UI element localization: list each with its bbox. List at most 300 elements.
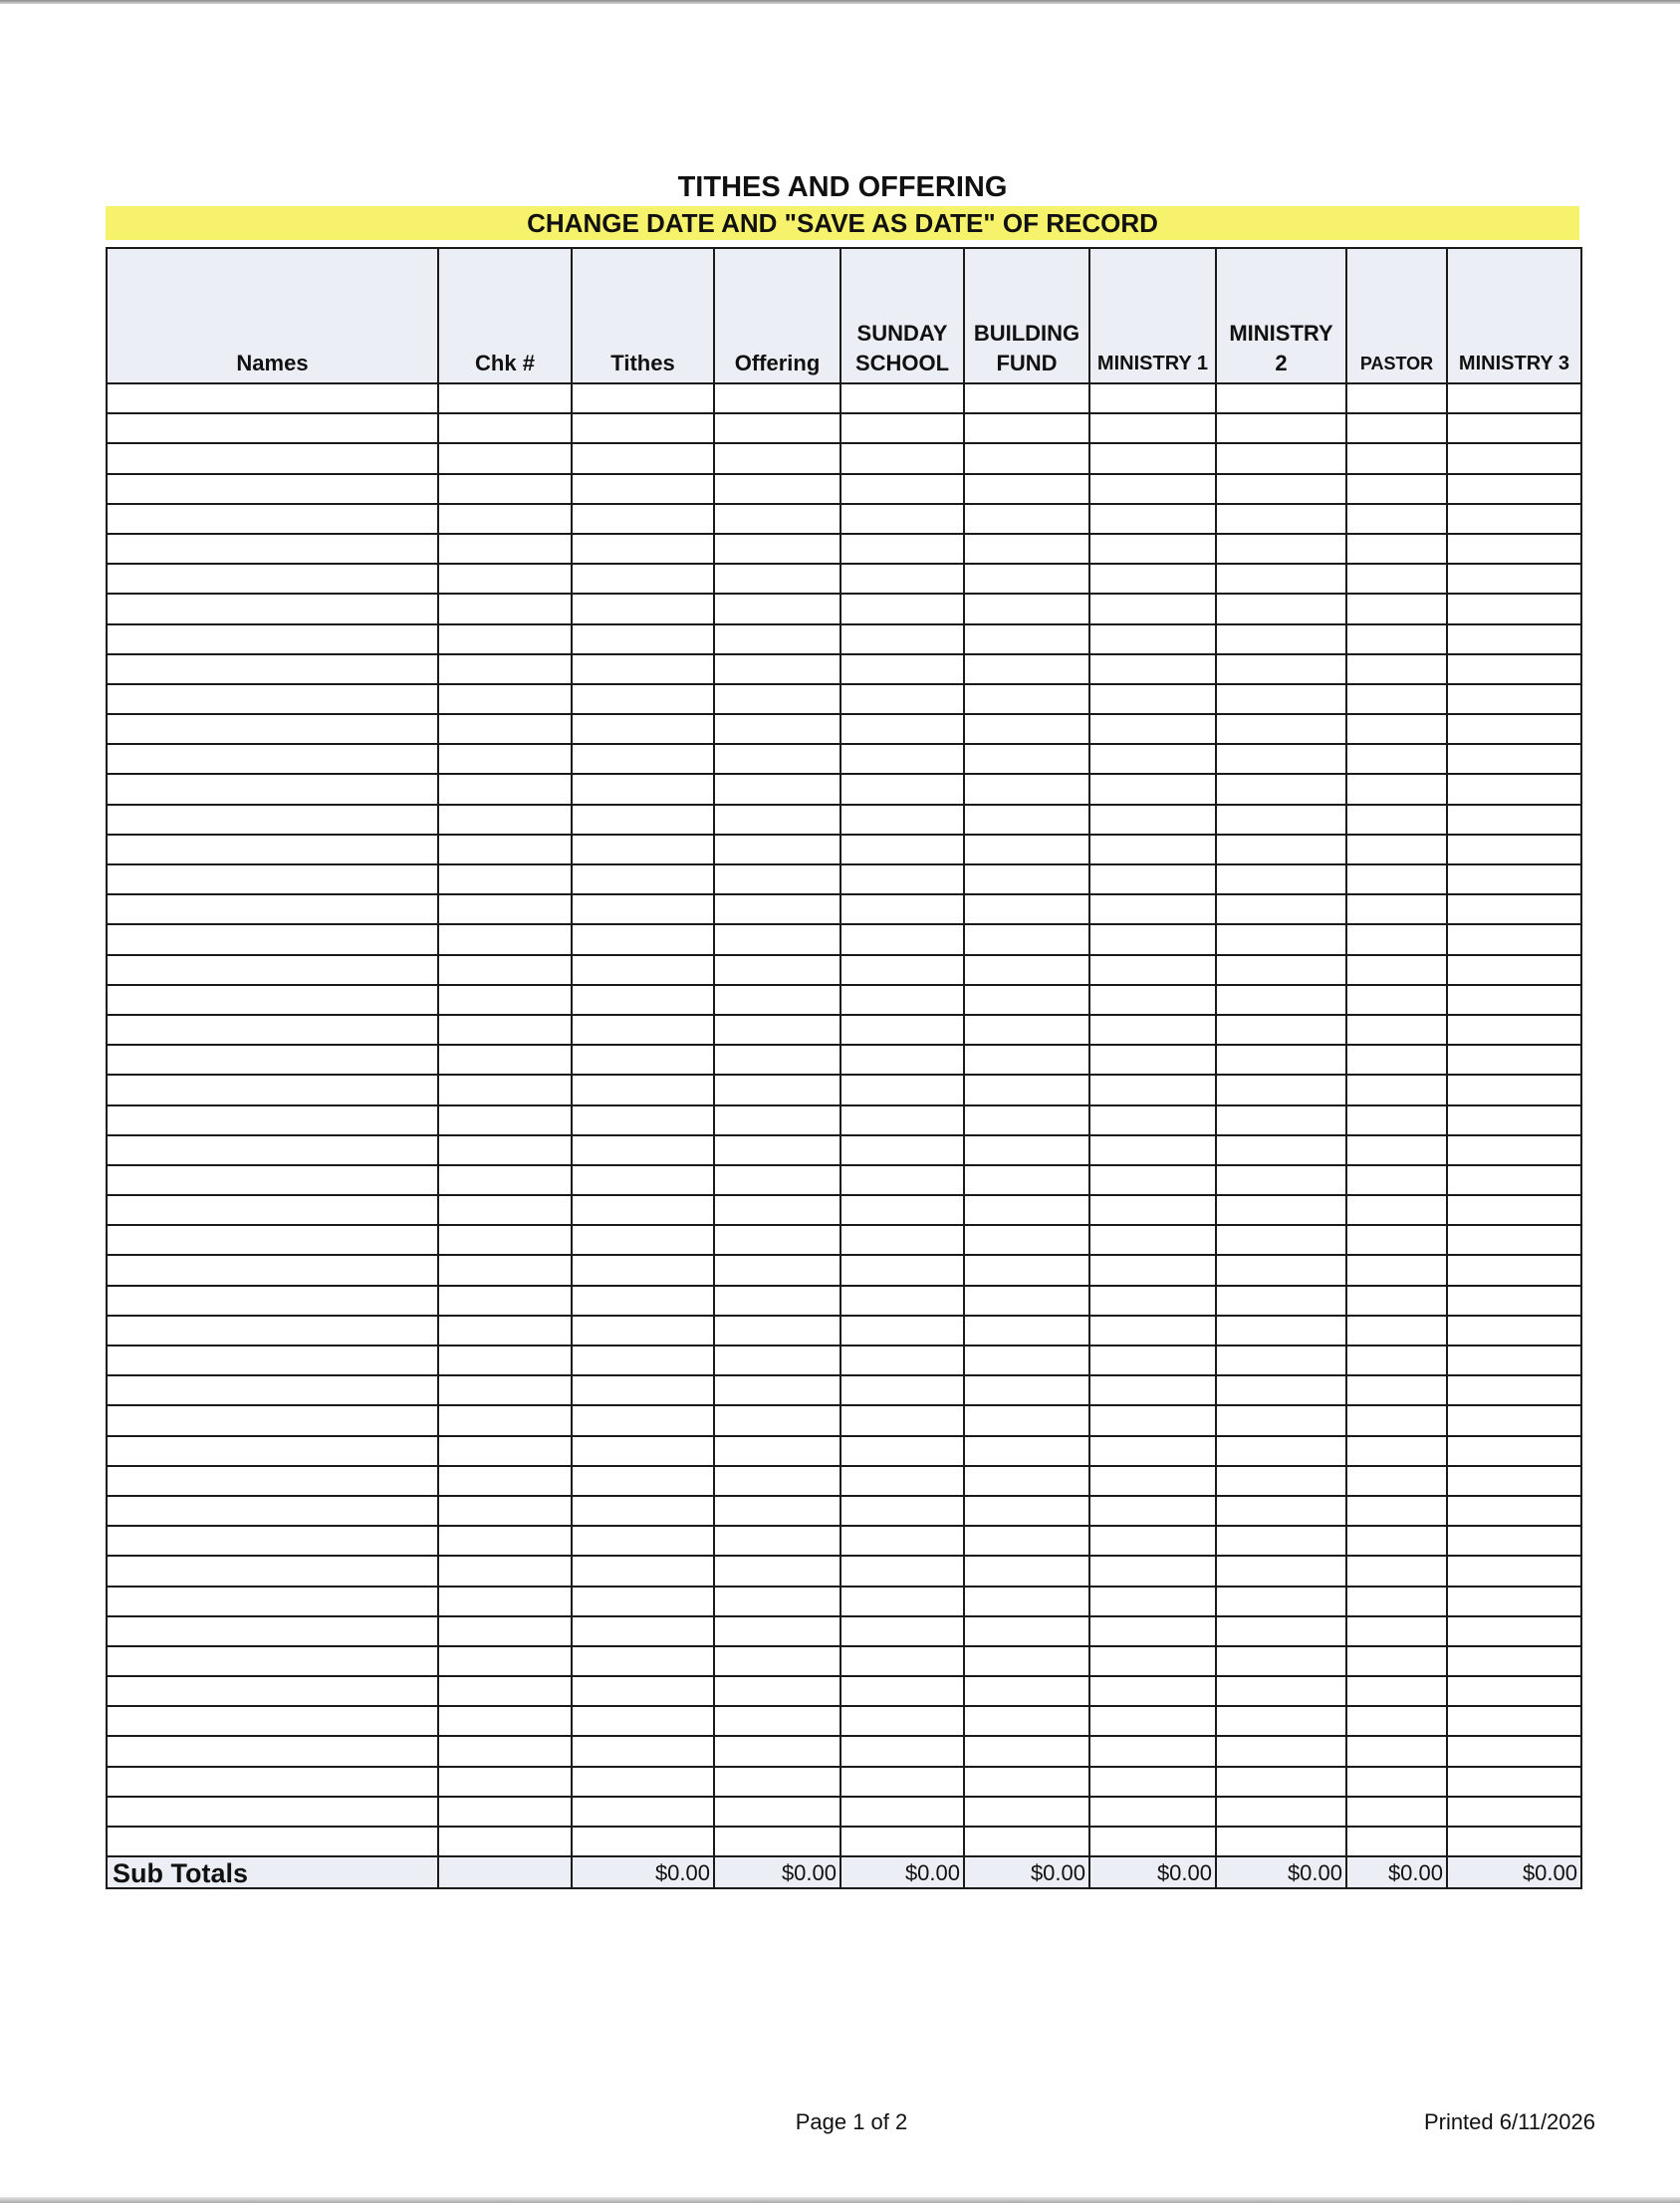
entry-cell-sunday-school[interactable] [840, 1646, 964, 1676]
entry-cell-ministry2[interactable] [1216, 564, 1346, 594]
entry-cell-names[interactable] [107, 894, 438, 924]
entry-cell-sunday-school[interactable] [840, 955, 964, 985]
entry-cell-building-fund[interactable] [964, 1646, 1089, 1676]
entry-cell-ministry3[interactable] [1447, 894, 1581, 924]
entry-cell-building-fund[interactable] [964, 864, 1089, 894]
entry-cell-ministry3[interactable] [1447, 714, 1581, 744]
entry-cell-names[interactable] [107, 534, 438, 564]
entry-cell-building-fund[interactable] [964, 443, 1089, 473]
entry-cell-pastor[interactable] [1346, 1587, 1447, 1616]
entry-cell-ministry1[interactable] [1089, 714, 1216, 744]
entry-cell-chk[interactable] [438, 534, 572, 564]
entry-cell-building-fund[interactable] [964, 474, 1089, 504]
entry-cell-ministry3[interactable] [1447, 443, 1581, 473]
entry-cell-ministry2[interactable] [1216, 534, 1346, 564]
entry-cell-chk[interactable] [438, 1526, 572, 1556]
entry-cell-tithes[interactable] [572, 1736, 714, 1766]
entry-cell-chk[interactable] [438, 1286, 572, 1316]
entry-cell-names[interactable] [107, 1556, 438, 1586]
entry-cell-offering[interactable] [714, 1346, 840, 1375]
entry-cell-ministry2[interactable] [1216, 744, 1346, 774]
entry-cell-building-fund[interactable] [964, 1827, 1089, 1856]
entry-cell-names[interactable] [107, 805, 438, 835]
entry-cell-building-fund[interactable] [964, 624, 1089, 654]
entry-cell-ministry3[interactable] [1447, 624, 1581, 654]
entry-cell-offering[interactable] [714, 1496, 840, 1526]
entry-cell-building-fund[interactable] [964, 1736, 1089, 1766]
entry-cell-ministry3[interactable] [1447, 864, 1581, 894]
entry-cell-chk[interactable] [438, 594, 572, 623]
entry-cell-pastor[interactable] [1346, 504, 1447, 534]
entry-cell-pastor[interactable] [1346, 1436, 1447, 1466]
entry-cell-sunday-school[interactable] [840, 564, 964, 594]
entry-cell-pastor[interactable] [1346, 1045, 1447, 1075]
entry-cell-ministry1[interactable] [1089, 1587, 1216, 1616]
entry-cell-ministry1[interactable] [1089, 654, 1216, 684]
entry-cell-offering[interactable] [714, 774, 840, 804]
entry-cell-ministry2[interactable] [1216, 684, 1346, 714]
entry-cell-offering[interactable] [714, 1587, 840, 1616]
entry-cell-ministry2[interactable] [1216, 894, 1346, 924]
entry-cell-sunday-school[interactable] [840, 1526, 964, 1556]
entry-cell-chk[interactable] [438, 1346, 572, 1375]
entry-cell-ministry3[interactable] [1447, 1736, 1581, 1766]
entry-cell-building-fund[interactable] [964, 534, 1089, 564]
entry-cell-names[interactable] [107, 1736, 438, 1766]
entry-cell-ministry2[interactable] [1216, 624, 1346, 654]
entry-cell-ministry2[interactable] [1216, 955, 1346, 985]
entry-cell-names[interactable] [107, 1646, 438, 1676]
entry-cell-building-fund[interactable] [964, 1286, 1089, 1316]
entry-cell-offering[interactable] [714, 1045, 840, 1075]
entry-cell-offering[interactable] [714, 383, 840, 413]
entry-cell-ministry3[interactable] [1447, 684, 1581, 714]
entry-cell-tithes[interactable] [572, 1706, 714, 1736]
entry-cell-chk[interactable] [438, 1676, 572, 1706]
entry-cell-offering[interactable] [714, 1436, 840, 1466]
entry-cell-names[interactable] [107, 1706, 438, 1736]
entry-cell-tithes[interactable] [572, 1646, 714, 1676]
entry-cell-building-fund[interactable] [964, 1316, 1089, 1346]
entry-cell-tithes[interactable] [572, 1135, 714, 1165]
entry-cell-tithes[interactable] [572, 1797, 714, 1827]
entry-cell-pastor[interactable] [1346, 924, 1447, 954]
entry-cell-chk[interactable] [438, 985, 572, 1015]
entry-cell-ministry2[interactable] [1216, 1165, 1346, 1195]
entry-cell-ministry2[interactable] [1216, 805, 1346, 835]
entry-cell-chk[interactable] [438, 1316, 572, 1346]
entry-cell-ministry3[interactable] [1447, 1375, 1581, 1405]
entry-cell-tithes[interactable] [572, 714, 714, 744]
entry-cell-ministry3[interactable] [1447, 1135, 1581, 1165]
entry-cell-sunday-school[interactable] [840, 1255, 964, 1285]
entry-cell-chk[interactable] [438, 924, 572, 954]
entry-cell-offering[interactable] [714, 894, 840, 924]
entry-cell-building-fund[interactable] [964, 924, 1089, 954]
entry-cell-offering[interactable] [714, 1676, 840, 1706]
entry-cell-names[interactable] [107, 1496, 438, 1526]
entry-cell-sunday-school[interactable] [840, 1616, 964, 1646]
entry-cell-tithes[interactable] [572, 1556, 714, 1586]
entry-cell-ministry1[interactable] [1089, 805, 1216, 835]
entry-cell-pastor[interactable] [1346, 1827, 1447, 1856]
entry-cell-ministry1[interactable] [1089, 1797, 1216, 1827]
entry-cell-offering[interactable] [714, 684, 840, 714]
entry-cell-ministry1[interactable] [1089, 1556, 1216, 1586]
entry-cell-pastor[interactable] [1346, 1797, 1447, 1827]
entry-cell-ministry3[interactable] [1447, 1405, 1581, 1435]
entry-cell-ministry3[interactable] [1447, 1526, 1581, 1556]
entry-cell-tithes[interactable] [572, 564, 714, 594]
entry-cell-ministry3[interactable] [1447, 383, 1581, 413]
entry-cell-sunday-school[interactable] [840, 894, 964, 924]
entry-cell-tithes[interactable] [572, 1045, 714, 1075]
entry-cell-names[interactable] [107, 1466, 438, 1496]
entry-cell-sunday-school[interactable] [840, 443, 964, 473]
entry-cell-chk[interactable] [438, 1827, 572, 1856]
entry-cell-sunday-school[interactable] [840, 835, 964, 864]
entry-cell-building-fund[interactable] [964, 744, 1089, 774]
entry-cell-ministry2[interactable] [1216, 504, 1346, 534]
entry-cell-pastor[interactable] [1346, 1556, 1447, 1586]
entry-cell-offering[interactable] [714, 1797, 840, 1827]
entry-cell-pastor[interactable] [1346, 383, 1447, 413]
entry-cell-sunday-school[interactable] [840, 924, 964, 954]
entry-cell-ministry1[interactable] [1089, 1827, 1216, 1856]
entry-cell-ministry2[interactable] [1216, 1375, 1346, 1405]
entry-cell-pastor[interactable] [1346, 1346, 1447, 1375]
entry-cell-offering[interactable] [714, 474, 840, 504]
entry-cell-chk[interactable] [438, 1375, 572, 1405]
entry-cell-tithes[interactable] [572, 1587, 714, 1616]
entry-cell-ministry1[interactable] [1089, 474, 1216, 504]
entry-cell-ministry2[interactable] [1216, 413, 1346, 443]
entry-cell-ministry1[interactable] [1089, 894, 1216, 924]
entry-cell-building-fund[interactable] [964, 1496, 1089, 1526]
entry-cell-tithes[interactable] [572, 383, 714, 413]
entry-cell-ministry1[interactable] [1089, 744, 1216, 774]
entry-cell-ministry3[interactable] [1447, 1706, 1581, 1736]
entry-cell-sunday-school[interactable] [840, 714, 964, 744]
entry-cell-building-fund[interactable] [964, 1346, 1089, 1375]
entry-cell-chk[interactable] [438, 1105, 572, 1135]
entry-cell-ministry1[interactable] [1089, 1015, 1216, 1045]
entry-cell-pastor[interactable] [1346, 624, 1447, 654]
entry-cell-names[interactable] [107, 1616, 438, 1646]
entry-cell-ministry2[interactable] [1216, 1015, 1346, 1045]
entry-cell-ministry1[interactable] [1089, 1706, 1216, 1736]
entry-cell-ministry1[interactable] [1089, 955, 1216, 985]
entry-cell-names[interactable] [107, 1316, 438, 1346]
entry-cell-ministry1[interactable] [1089, 1526, 1216, 1556]
entry-cell-chk[interactable] [438, 955, 572, 985]
entry-cell-chk[interactable] [438, 1736, 572, 1766]
entry-cell-tithes[interactable] [572, 1255, 714, 1285]
entry-cell-offering[interactable] [714, 1105, 840, 1135]
entry-cell-ministry2[interactable] [1216, 1767, 1346, 1797]
entry-cell-pastor[interactable] [1346, 1105, 1447, 1135]
entry-cell-ministry3[interactable] [1447, 564, 1581, 594]
entry-cell-sunday-school[interactable] [840, 1706, 964, 1736]
entry-cell-tithes[interactable] [572, 474, 714, 504]
entry-cell-chk[interactable] [438, 894, 572, 924]
entry-cell-ministry1[interactable] [1089, 504, 1216, 534]
entry-cell-ministry3[interactable] [1447, 805, 1581, 835]
entry-cell-offering[interactable] [714, 534, 840, 564]
entry-cell-ministry3[interactable] [1447, 774, 1581, 804]
entry-cell-ministry2[interactable] [1216, 985, 1346, 1015]
entry-cell-offering[interactable] [714, 864, 840, 894]
entry-cell-names[interactable] [107, 1375, 438, 1405]
entry-cell-pastor[interactable] [1346, 1286, 1447, 1316]
entry-cell-building-fund[interactable] [964, 835, 1089, 864]
entry-cell-building-fund[interactable] [964, 504, 1089, 534]
entry-cell-sunday-school[interactable] [840, 684, 964, 714]
entry-cell-tithes[interactable] [572, 924, 714, 954]
entry-cell-offering[interactable] [714, 1706, 840, 1736]
entry-cell-ministry1[interactable] [1089, 1316, 1216, 1346]
entry-cell-chk[interactable] [438, 1616, 572, 1646]
entry-cell-ministry2[interactable] [1216, 1556, 1346, 1586]
entry-cell-sunday-school[interactable] [840, 654, 964, 684]
entry-cell-tithes[interactable] [572, 1767, 714, 1797]
entry-cell-ministry2[interactable] [1216, 1225, 1346, 1255]
entry-cell-building-fund[interactable] [964, 1526, 1089, 1556]
entry-cell-ministry1[interactable] [1089, 1165, 1216, 1195]
entry-cell-pastor[interactable] [1346, 1225, 1447, 1255]
entry-cell-sunday-school[interactable] [840, 744, 964, 774]
entry-cell-ministry3[interactable] [1447, 1165, 1581, 1195]
entry-cell-ministry3[interactable] [1447, 1676, 1581, 1706]
entry-cell-sunday-school[interactable] [840, 1466, 964, 1496]
entry-cell-ministry2[interactable] [1216, 1827, 1346, 1856]
entry-cell-tithes[interactable] [572, 1195, 714, 1225]
entry-cell-tithes[interactable] [572, 864, 714, 894]
entry-cell-ministry2[interactable] [1216, 1135, 1346, 1165]
entry-cell-offering[interactable] [714, 1195, 840, 1225]
entry-cell-pastor[interactable] [1346, 413, 1447, 443]
entry-cell-ministry3[interactable] [1447, 1646, 1581, 1676]
entry-cell-sunday-school[interactable] [840, 1045, 964, 1075]
entry-cell-ministry1[interactable] [1089, 1436, 1216, 1466]
entry-cell-ministry1[interactable] [1089, 1736, 1216, 1766]
entry-cell-chk[interactable] [438, 1556, 572, 1586]
entry-cell-ministry1[interactable] [1089, 534, 1216, 564]
entry-cell-pastor[interactable] [1346, 1015, 1447, 1045]
entry-cell-sunday-school[interactable] [840, 1556, 964, 1586]
entry-cell-building-fund[interactable] [964, 684, 1089, 714]
entry-cell-chk[interactable] [438, 1165, 572, 1195]
entry-cell-offering[interactable] [714, 413, 840, 443]
entry-cell-ministry3[interactable] [1447, 1105, 1581, 1135]
entry-cell-tithes[interactable] [572, 1075, 714, 1104]
entry-cell-sunday-school[interactable] [840, 1827, 964, 1856]
entry-cell-chk[interactable] [438, 1587, 572, 1616]
entry-cell-sunday-school[interactable] [840, 1676, 964, 1706]
entry-cell-names[interactable] [107, 1286, 438, 1316]
entry-cell-names[interactable] [107, 413, 438, 443]
entry-cell-sunday-school[interactable] [840, 985, 964, 1015]
entry-cell-tithes[interactable] [572, 1015, 714, 1045]
entry-cell-pastor[interactable] [1346, 985, 1447, 1015]
entry-cell-chk[interactable] [438, 1225, 572, 1255]
entry-cell-ministry1[interactable] [1089, 1676, 1216, 1706]
entry-cell-ministry3[interactable] [1447, 1346, 1581, 1375]
entry-cell-ministry2[interactable] [1216, 1346, 1346, 1375]
entry-cell-ministry3[interactable] [1447, 744, 1581, 774]
entry-cell-tithes[interactable] [572, 1616, 714, 1646]
entry-cell-names[interactable] [107, 985, 438, 1015]
entry-cell-chk[interactable] [438, 474, 572, 504]
entry-cell-offering[interactable] [714, 955, 840, 985]
entry-cell-building-fund[interactable] [964, 1165, 1089, 1195]
entry-cell-chk[interactable] [438, 1255, 572, 1285]
entry-cell-names[interactable] [107, 504, 438, 534]
entry-cell-sunday-school[interactable] [840, 1496, 964, 1526]
entry-cell-building-fund[interactable] [964, 564, 1089, 594]
entry-cell-names[interactable] [107, 1015, 438, 1045]
entry-cell-names[interactable] [107, 564, 438, 594]
entry-cell-offering[interactable] [714, 1616, 840, 1646]
entry-cell-building-fund[interactable] [964, 985, 1089, 1015]
entry-cell-tithes[interactable] [572, 594, 714, 623]
entry-cell-tithes[interactable] [572, 624, 714, 654]
entry-cell-pastor[interactable] [1346, 774, 1447, 804]
entry-cell-chk[interactable] [438, 504, 572, 534]
entry-cell-chk[interactable] [438, 684, 572, 714]
entry-cell-offering[interactable] [714, 835, 840, 864]
entry-cell-names[interactable] [107, 1797, 438, 1827]
entry-cell-ministry3[interactable] [1447, 1195, 1581, 1225]
entry-cell-chk[interactable] [438, 1466, 572, 1496]
entry-cell-ministry2[interactable] [1216, 1616, 1346, 1646]
entry-cell-ministry2[interactable] [1216, 924, 1346, 954]
entry-cell-ministry3[interactable] [1447, 1255, 1581, 1285]
entry-cell-sunday-school[interactable] [840, 774, 964, 804]
entry-cell-offering[interactable] [714, 1827, 840, 1856]
entry-cell-building-fund[interactable] [964, 1706, 1089, 1736]
entry-cell-ministry3[interactable] [1447, 1286, 1581, 1316]
entry-cell-building-fund[interactable] [964, 1075, 1089, 1104]
entry-cell-chk[interactable] [438, 443, 572, 473]
entry-cell-offering[interactable] [714, 1767, 840, 1797]
entry-cell-offering[interactable] [714, 1316, 840, 1346]
entry-cell-pastor[interactable] [1346, 564, 1447, 594]
entry-cell-ministry3[interactable] [1447, 1466, 1581, 1496]
entry-cell-ministry2[interactable] [1216, 1405, 1346, 1435]
entry-cell-sunday-school[interactable] [840, 1797, 964, 1827]
entry-cell-tithes[interactable] [572, 955, 714, 985]
entry-cell-offering[interactable] [714, 1466, 840, 1496]
entry-cell-sunday-school[interactable] [840, 1316, 964, 1346]
entry-cell-sunday-school[interactable] [840, 1767, 964, 1797]
entry-cell-pastor[interactable] [1346, 1736, 1447, 1766]
entry-cell-ministry2[interactable] [1216, 1587, 1346, 1616]
entry-cell-building-fund[interactable] [964, 714, 1089, 744]
entry-cell-offering[interactable] [714, 504, 840, 534]
entry-cell-sunday-school[interactable] [840, 594, 964, 623]
entry-cell-names[interactable] [107, 1045, 438, 1075]
entry-cell-ministry3[interactable] [1447, 1045, 1581, 1075]
entry-cell-names[interactable] [107, 1436, 438, 1466]
entry-cell-tithes[interactable] [572, 894, 714, 924]
entry-cell-offering[interactable] [714, 1646, 840, 1676]
entry-cell-ministry2[interactable] [1216, 1075, 1346, 1104]
entry-cell-pastor[interactable] [1346, 1075, 1447, 1104]
entry-cell-names[interactable] [107, 1405, 438, 1435]
entry-cell-names[interactable] [107, 1255, 438, 1285]
entry-cell-pastor[interactable] [1346, 1165, 1447, 1195]
entry-cell-chk[interactable] [438, 1797, 572, 1827]
entry-cell-tithes[interactable] [572, 1225, 714, 1255]
entry-cell-names[interactable] [107, 774, 438, 804]
entry-cell-ministry1[interactable] [1089, 1767, 1216, 1797]
entry-cell-sunday-school[interactable] [840, 1075, 964, 1104]
entry-cell-ministry1[interactable] [1089, 684, 1216, 714]
entry-cell-ministry1[interactable] [1089, 413, 1216, 443]
entry-cell-ministry1[interactable] [1089, 624, 1216, 654]
entry-cell-building-fund[interactable] [964, 1616, 1089, 1646]
entry-cell-building-fund[interactable] [964, 383, 1089, 413]
entry-cell-ministry1[interactable] [1089, 1286, 1216, 1316]
entry-cell-building-fund[interactable] [964, 1767, 1089, 1797]
entry-cell-chk[interactable] [438, 1405, 572, 1435]
entry-cell-tithes[interactable] [572, 1405, 714, 1435]
entry-cell-ministry2[interactable] [1216, 1466, 1346, 1496]
entry-cell-tithes[interactable] [572, 1165, 714, 1195]
entry-cell-offering[interactable] [714, 1225, 840, 1255]
entry-cell-ministry3[interactable] [1447, 1075, 1581, 1104]
entry-cell-offering[interactable] [714, 594, 840, 623]
entry-cell-offering[interactable] [714, 714, 840, 744]
entry-cell-ministry3[interactable] [1447, 985, 1581, 1015]
entry-cell-tithes[interactable] [572, 443, 714, 473]
entry-cell-chk[interactable] [438, 624, 572, 654]
entry-cell-ministry2[interactable] [1216, 714, 1346, 744]
entry-cell-chk[interactable] [438, 1195, 572, 1225]
entry-cell-names[interactable] [107, 835, 438, 864]
entry-cell-names[interactable] [107, 684, 438, 714]
entry-cell-tithes[interactable] [572, 1375, 714, 1405]
entry-cell-tithes[interactable] [572, 1827, 714, 1856]
entry-cell-ministry1[interactable] [1089, 1105, 1216, 1135]
entry-cell-names[interactable] [107, 1587, 438, 1616]
entry-cell-ministry2[interactable] [1216, 1797, 1346, 1827]
entry-cell-chk[interactable] [438, 1436, 572, 1466]
entry-cell-offering[interactable] [714, 1135, 840, 1165]
entry-cell-offering[interactable] [714, 654, 840, 684]
entry-cell-names[interactable] [107, 955, 438, 985]
entry-cell-building-fund[interactable] [964, 1195, 1089, 1225]
entry-cell-names[interactable] [107, 1195, 438, 1225]
entry-cell-sunday-school[interactable] [840, 1736, 964, 1766]
entry-cell-ministry3[interactable] [1447, 594, 1581, 623]
entry-cell-building-fund[interactable] [964, 1375, 1089, 1405]
entry-cell-offering[interactable] [714, 805, 840, 835]
entry-cell-ministry2[interactable] [1216, 1255, 1346, 1285]
entry-cell-chk[interactable] [438, 1015, 572, 1045]
entry-cell-ministry3[interactable] [1447, 1767, 1581, 1797]
entry-cell-names[interactable] [107, 714, 438, 744]
entry-cell-names[interactable] [107, 1105, 438, 1135]
entry-cell-offering[interactable] [714, 1286, 840, 1316]
entry-cell-ministry3[interactable] [1447, 1587, 1581, 1616]
entry-cell-offering[interactable] [714, 985, 840, 1015]
entry-cell-tithes[interactable] [572, 1316, 714, 1346]
entry-cell-sunday-school[interactable] [840, 1587, 964, 1616]
entry-cell-chk[interactable] [438, 1135, 572, 1165]
entry-cell-building-fund[interactable] [964, 1436, 1089, 1466]
